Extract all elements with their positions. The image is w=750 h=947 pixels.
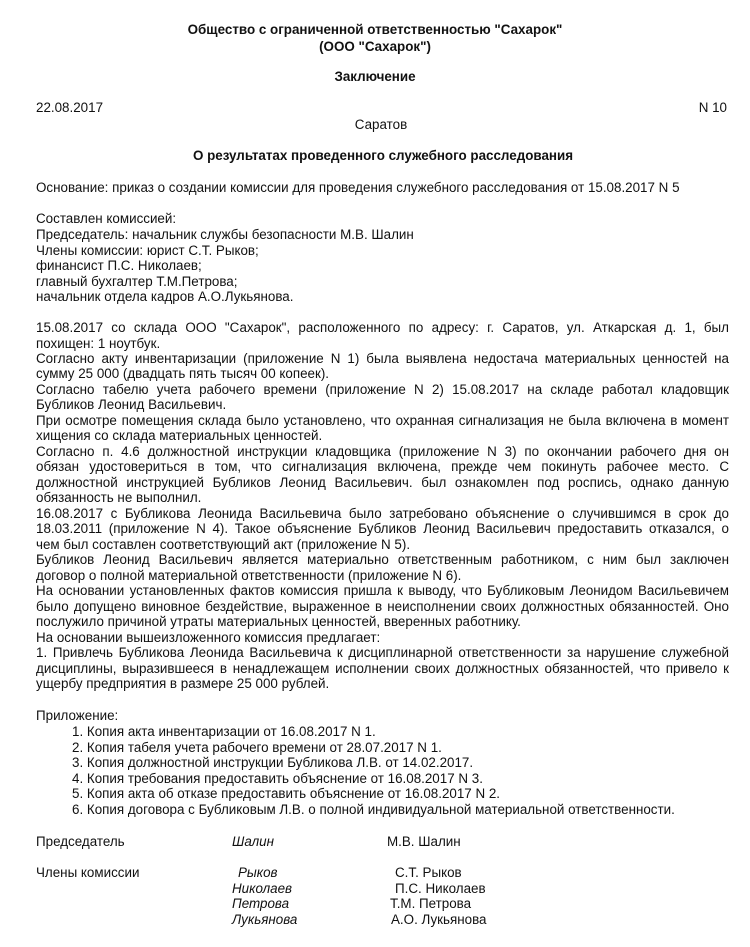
organization-short-name: (ООО "Сахарок") — [319, 39, 431, 54]
appendix-item: 1. Копия акта инвентаризации от 16.08.2017 N 1. — [72, 724, 376, 739]
document-number: N 10 — [698, 100, 727, 115]
body-line: договор о полной материальной ответственности (приложение N 6). — [36, 568, 462, 583]
body-line: На основании установленных фактов комиссия пришла к выводу, что Бубликовым Леонидом Васильевичем — [36, 583, 729, 598]
basis-text: Основание: приказ о создании комиссии для проведения служебного расследования от 15.08.2017 N 5 — [36, 180, 680, 195]
body-line: 1. Привлечь Бубликова Леонида Васильевича к дисциплинарной ответственности за нарушение служебной — [36, 645, 729, 660]
body-line: На основании вышеизложенного комиссия предлагает: — [36, 630, 381, 645]
document-city: Саратов — [354, 117, 408, 132]
organization-name: Общество с ограниченной ответственностью "Сахарок" — [187, 22, 563, 37]
chair-name: М.В. Шалин — [387, 834, 461, 849]
body-line: 15.08.2017 со склада ООО "Сахарок", расположенного по адресу: г. Саратов, ул. Аткарская д. 1, был — [36, 320, 729, 335]
body-line: Согласно акту инвентаризации (приложение N 1) была выявлена недостача материальных ценностей на — [36, 351, 729, 366]
body-line: сумму 25 000 (двадцать пять тысяч 00 копеек). — [36, 366, 330, 381]
body-line: похищен: 1 ноутбук. — [36, 336, 161, 351]
body-line: дисциплины, выразившееся в ненадлежащем исполнении своих должностных обязанностей, что привело к — [36, 661, 729, 676]
body-line: обязан удостовериться в том, что сигнализация включена, прежде чем покинуть рабочее место. С — [36, 459, 729, 474]
member-signature: Рыков — [238, 865, 278, 880]
member-signature: Петрова — [232, 896, 290, 911]
document-subject: О результатах проведенного служебного расследования — [192, 148, 574, 163]
body-line: ущербу предприятия в размере 25 000 рублей. — [36, 676, 330, 691]
appendix-item: 6. Копия договора с Бубликовым Л.В. о полной индивидуальной материальной ответственности. — [72, 802, 675, 817]
appendix-item: 5. Копия акта об отказе предоставить объяснение от 16.08.2017 N 2. — [72, 786, 501, 801]
appendix-title: Приложение: — [36, 708, 119, 723]
body-line: должностной инструкцией Бубликов Леонид Васильевич. был ознакомлен под роспись, однако данную — [36, 475, 729, 490]
body-line: обязанность не выполнил. — [36, 490, 202, 505]
chair-signature: Шалин — [232, 834, 274, 849]
body-line: послужило причиной утраты материальных ценностей, вверенных работнику. — [36, 614, 521, 629]
body-line: чем был составлен соответствующий акт (приложение N 5). — [36, 537, 411, 552]
commission-line: начальник отдела кадров А.О.Лукьянова. — [36, 289, 294, 304]
member-name: С.Т. Рыков — [395, 865, 462, 880]
appendix-item: 2. Копия табеля учета рабочего времени от 28.07.2017 N 1. — [72, 740, 442, 755]
body-line: было допущено виновное бездействие, выраженное в неисполнении своих должностных обязанностей. Оно — [36, 599, 729, 614]
commission-line: главный бухгалтер Т.М.Петрова; — [36, 274, 238, 289]
body-line: 16.08.2017 с Бубликова Леонида Васильевича было затребовано объяснение о случившимся в срок до — [36, 506, 729, 521]
body-line: Согласно табелю учета рабочего времени (приложение N 2) 15.08.2017 на складе работал кладовщик — [36, 382, 729, 397]
member-name: Т.М. Петрова — [390, 896, 472, 911]
chair-label: Председатель — [36, 834, 125, 849]
body-line: Согласно п. 4.6 должностной инструкции кладовщика (приложение N 3) по окончании рабочего дня он — [36, 444, 729, 459]
document-date: 22.08.2017 — [36, 100, 104, 115]
body-line: При осмотре помещения склада было установлено, что охранная сигнализация не была включена в момент — [36, 413, 729, 428]
commission-line: Председатель: начальник службы безопасности М.В. Шалин — [36, 227, 414, 242]
appendix-item: 4. Копия требования предоставить объяснение от 16.08.2017 N 3. — [72, 771, 483, 786]
body-line: хищения со склада материальных ценностей. — [36, 428, 323, 443]
member-signature: Лукьянова — [232, 912, 298, 927]
body-line: Бубликов Леонид Васильевич является материально ответственным работником, с ним был заключен — [36, 552, 729, 567]
body-line: Бубликов Леонид Васильевич. — [36, 397, 227, 412]
member-name: П.С. Николаев — [395, 881, 486, 896]
appendix-item: 3. Копия должностной инструкции Бубликова Л.В. от 14.02.2017. — [72, 755, 474, 770]
commission-line: финансист П.С. Николаев; — [36, 258, 202, 273]
members-label: Члены комиссии — [36, 865, 140, 880]
member-signature: Николаев — [232, 881, 293, 896]
commission-intro: Составлен комиссией: — [36, 211, 177, 226]
document-type: Заключение — [334, 69, 416, 84]
member-name: А.О. Лукьянова — [391, 912, 487, 927]
commission-line: Члены комиссии: юрист С.Т. Рыков; — [36, 243, 259, 258]
body-line: 18.03.2011 (приложение N 4). Такое объяснение Бубликов Леонид Васильевич предоставить отказался, о — [36, 521, 729, 536]
